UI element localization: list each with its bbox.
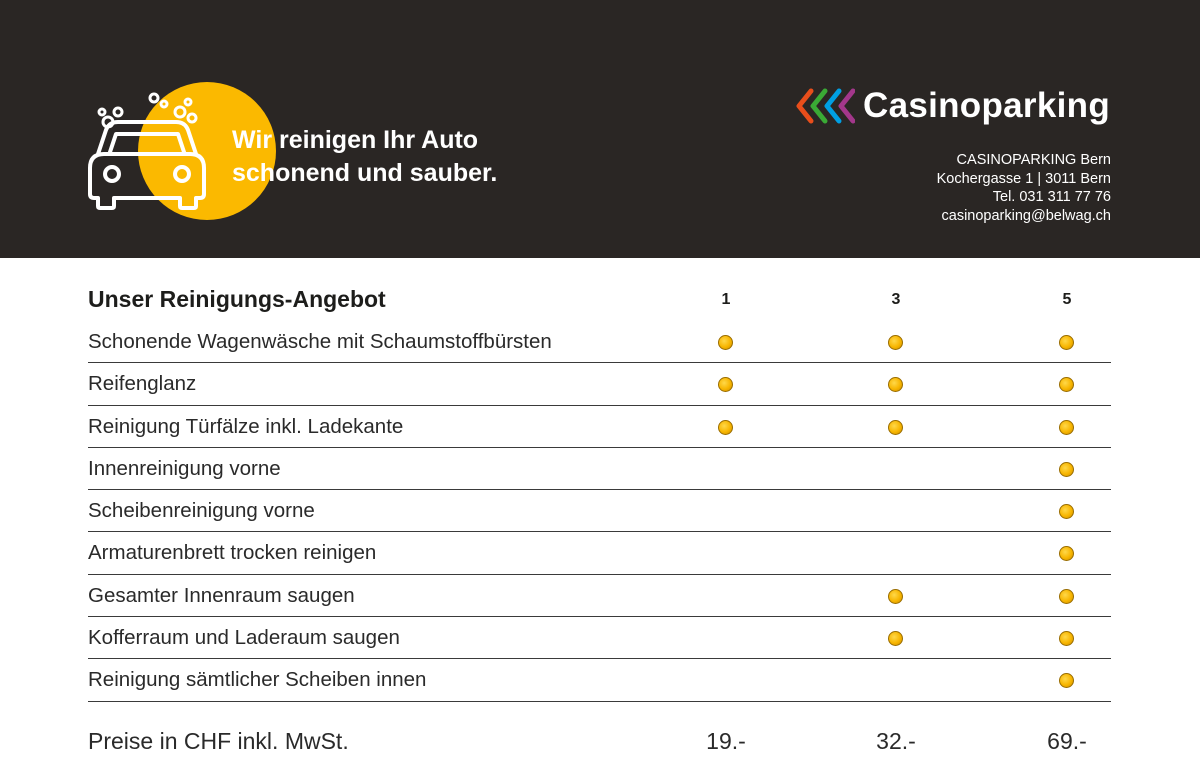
included-dot-icon xyxy=(1059,546,1074,561)
row-label: Scheibenreinigung vorne xyxy=(88,499,315,523)
included-dot-icon xyxy=(888,420,903,435)
included-dot-icon xyxy=(1059,335,1074,350)
included-dot-icon xyxy=(1059,504,1074,519)
table-row xyxy=(88,406,1111,448)
included-dot-icon xyxy=(888,335,903,350)
row-label: Schonende Wagenwäsche mit Schaumstoffbürsten xyxy=(88,330,552,353)
offer-title: Unser Reinigungs-Angebot xyxy=(88,286,386,312)
table-row xyxy=(88,321,1111,363)
included-dot-icon xyxy=(888,589,903,604)
offer-rows xyxy=(88,321,1111,702)
row-label: Armaturenbrett trocken reinigen xyxy=(88,541,377,565)
row-label: Reinigung Türfälze inkl. Ladekante xyxy=(88,414,404,438)
included-dot-icon xyxy=(888,377,903,392)
included-dot-icon xyxy=(1059,673,1074,688)
car-wash-icon xyxy=(84,90,214,214)
table-row xyxy=(88,448,1111,490)
included-dot-icon xyxy=(1059,420,1074,435)
table-row xyxy=(88,363,1111,405)
headline-line-1: Wir reinigen Ihr Auto xyxy=(232,126,479,154)
included-dot-icon xyxy=(1059,589,1074,604)
row-label: Gesamter Innenraum saugen xyxy=(88,583,355,607)
headline xyxy=(232,124,497,190)
offer-table-header xyxy=(88,280,1111,321)
column-header-5: 5 xyxy=(1062,291,1072,308)
included-dot-icon xyxy=(1059,631,1074,646)
included-dot-icon xyxy=(718,420,733,435)
row-label: Reifenglanz xyxy=(88,372,197,396)
price-row xyxy=(88,728,1111,764)
table-row xyxy=(88,617,1111,659)
included-dot-icon xyxy=(888,631,903,646)
row-label: Innenreinigung vorne xyxy=(88,456,281,480)
table-row xyxy=(88,659,1111,701)
row-label: Reinigung sämtlicher Scheiben innen xyxy=(88,668,427,692)
included-dot-icon xyxy=(1059,377,1074,392)
included-dot-icon xyxy=(1059,462,1074,477)
table-row xyxy=(88,532,1111,574)
offer-table xyxy=(88,280,1111,702)
address-street: Kochergasse 1 | 3011 Bern xyxy=(936,170,1111,187)
brand-name: Casinoparking xyxy=(863,86,1111,125)
address-phone: Tel. 031 311 77 76 xyxy=(992,189,1111,205)
header-banner xyxy=(0,0,1200,258)
price-package-1: 19.- xyxy=(706,728,746,754)
row-label: Kofferraum und Laderaum saugen xyxy=(88,626,400,650)
chevron-logo-icon xyxy=(795,87,855,125)
price-package-3: 32.- xyxy=(876,728,916,754)
address-email[interactable]: casinoparking@belwag.ch xyxy=(941,207,1111,224)
column-header-1: 1 xyxy=(721,291,731,308)
column-header-3: 3 xyxy=(891,291,901,308)
address-block xyxy=(937,151,1111,225)
included-dot-icon xyxy=(718,377,733,392)
included-dot-icon xyxy=(718,335,733,350)
headline-line-2: schonend und sauber. xyxy=(232,159,498,187)
price-label: Preise in CHF inkl. MwSt. xyxy=(88,728,349,754)
address-company: CASINOPARKING Bern xyxy=(956,152,1111,168)
price-package-5: 69.- xyxy=(1047,728,1087,754)
table-row xyxy=(88,575,1111,617)
brand-logo xyxy=(795,86,1110,126)
table-row xyxy=(88,490,1111,532)
